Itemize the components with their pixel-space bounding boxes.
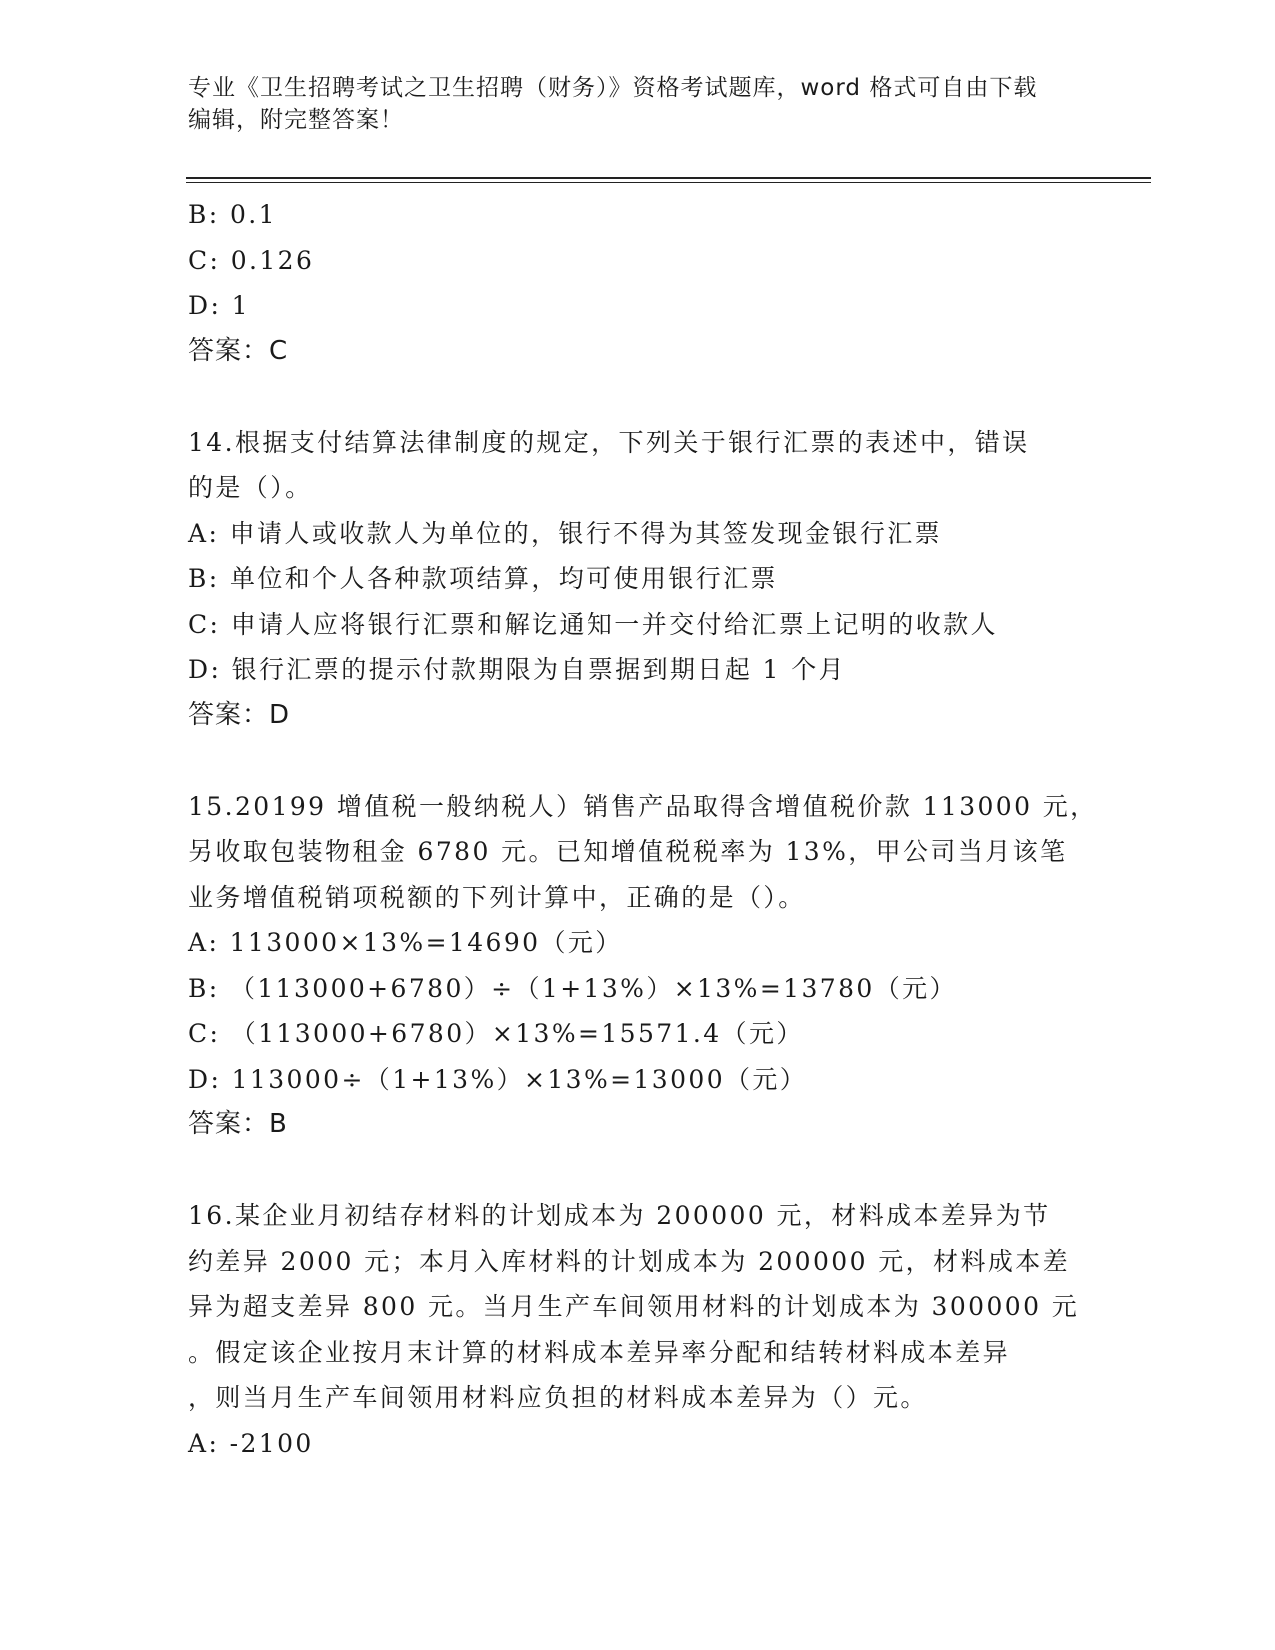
q15-stem-line-2: 另收取包装物租金 6780 元。已知增值税税率为 13%，甲公司当月该笔	[188, 837, 1068, 866]
spacer	[188, 738, 1088, 784]
header-rule-thick	[186, 177, 1151, 179]
q15-answer: 答案：B	[188, 1109, 288, 1139]
q13-option-c: C: 0.126	[188, 245, 315, 275]
q16-stem-line-1: 16.某企业月初结存材料的计划成本为 200000 元，材料成本差异为节	[188, 1201, 1051, 1230]
q16-stem-line-4: 。假定该企业按月末计算的材料成本差异率分配和结转材料成本差异	[188, 1337, 1011, 1367]
q15-stem-line-1: 15.20199 增值税一般纳税人）销售产品取得含增值税价款 113000 元，	[188, 791, 1098, 821]
q16-option-a: A: -2100	[188, 1428, 314, 1458]
q13-option-b: B: 0.1	[188, 200, 277, 229]
q14-stem-line-1: 14.根据支付结算法律制度的规定，下列关于银行汇票的表述中，错误	[188, 427, 1030, 457]
q13-option-d: D: 1	[188, 291, 250, 320]
q16-stem-line-2: 约差异 2000 元；本月入库材料的计划成本为 200000 元，材料成本差	[188, 1246, 1071, 1276]
q16-stem-line-5: ，则当月生产车间领用材料应负担的材料成本差异为（）元。	[188, 1383, 928, 1412]
q14-option-b: B: 单位和个人各种款项结算，均可使用银行汇票	[188, 564, 778, 593]
q14-answer: 答案：D	[188, 699, 291, 730]
question-14	[188, 420, 1088, 739]
spacer	[188, 374, 1088, 420]
q15-option-c: C: （113000+6780）×13%=15571.4（元）	[188, 1019, 804, 1048]
header-line-1: 专业《卫生招聘考试之卫生招聘（财务）》资格考试题库，word 格式可自由下载	[188, 75, 1038, 101]
q13-answer: 答案：C	[188, 335, 289, 366]
q15-option-b: B: （113000+6780）÷（1+13%）×13%=13780（元）	[188, 973, 957, 1003]
question-16	[188, 1193, 1088, 1466]
q15-option-a: A: 113000×13%=14690（元）	[188, 928, 623, 957]
header-line-2: 编辑，附完整答案！	[188, 107, 404, 133]
page-header	[188, 72, 1068, 136]
header-rule-thin	[186, 182, 1151, 183]
question-13-tail	[188, 192, 1088, 374]
spacer	[188, 1148, 1088, 1194]
q14-stem-line-2: 的是（）。	[188, 473, 313, 502]
q16-stem-line-3: 异为超支差异 800 元。当月生产车间领用材料的计划成本为 300000 元	[188, 1292, 1080, 1321]
question-content	[188, 192, 1098, 1466]
question-15	[188, 784, 1098, 1148]
q14-option-d: D: 银行汇票的提示付款期限为自票据到期日起 1 个月	[188, 655, 847, 684]
q15-option-d: D: 113000÷（1+13%）×13%=13000（元）	[188, 1064, 808, 1094]
q14-option-c: C: 申请人应将银行汇票和解讫通知一并交付给汇票上记明的收款人	[188, 609, 998, 639]
q14-option-a: A: 申请人或收款人为单位的，银行不得为其签发现金银行汇票	[188, 518, 943, 548]
q15-stem-line-3: 业务增值税销项税额的下列计算中，正确的是（）。	[188, 882, 806, 912]
